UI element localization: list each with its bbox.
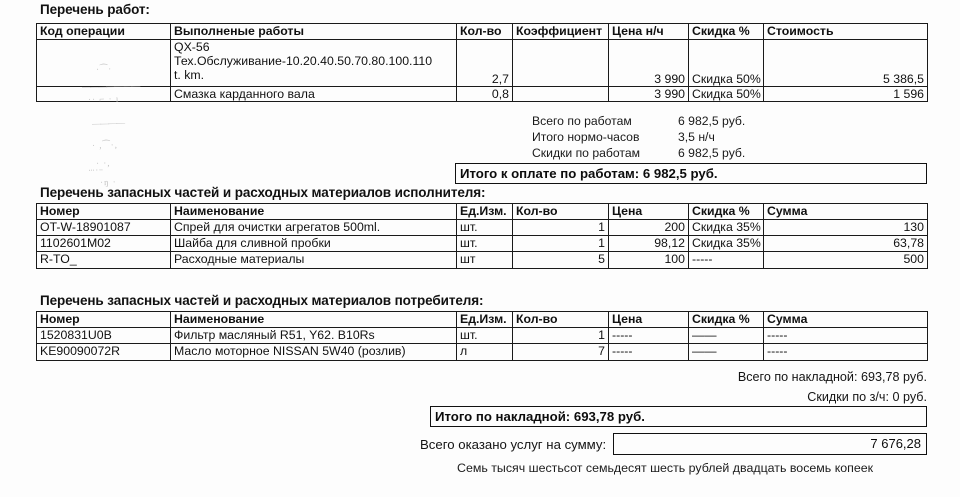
executor-cell-number: 1102601M02 — [37, 236, 171, 252]
works-summary-value: 3,5 н/ч — [678, 130, 715, 144]
consumer-col-unit: Ед.Изм. — [457, 312, 513, 328]
executor-cell-name: Шайба для сливной пробки — [171, 236, 457, 252]
executor-cell-discount: ----- — [689, 252, 764, 269]
consumer-col-name: Наименование — [171, 312, 457, 328]
executor-cell-price: 100 — [609, 252, 689, 269]
consumer-cell-discount: —— — [689, 328, 764, 344]
works-cell-discount: Скидка 50% — [689, 40, 764, 87]
works-cell-coefficient — [513, 87, 609, 102]
works-name-line-1: QX-56 — [174, 40, 210, 54]
table-row — [37, 328, 928, 344]
works-summary-label: Скидки по работам — [532, 146, 640, 160]
executor-cell-name: Расходные материалы — [171, 252, 457, 269]
executor-cell-unit: шт. — [457, 220, 513, 236]
consumer-col-price: Цена — [609, 312, 689, 328]
works-summary-value: 6 982,5 руб. — [678, 146, 746, 160]
consumer-col-qty: Кол-во — [513, 312, 609, 328]
invoice-total-line: Всего по накладной: 693,78 руб. — [737, 370, 927, 384]
consumer-cell-qty: 1 — [513, 328, 609, 344]
executor-cell-qty: 1 — [513, 220, 609, 236]
works-col-price: Цена н/ч — [609, 24, 689, 40]
executor-cell-discount: Скидка 35% — [689, 236, 764, 252]
consumer-cell-number: 1520831U0B — [37, 328, 171, 344]
works-col-name: Выполненые работы — [171, 24, 457, 40]
executor-parts-table — [36, 203, 928, 269]
executor-cell-discount: Скидка 35% — [689, 220, 764, 236]
works-cell-price: 3 990 — [609, 40, 689, 87]
consumer-col-number: Номер — [37, 312, 171, 328]
works-col-qty: Кол-во — [457, 24, 513, 40]
executor-col-discount: Скидка % — [689, 204, 764, 220]
consumer-cell-name: Фильтр масляный R51, Y62. B10Rs — [171, 328, 457, 344]
works-table-header-row — [37, 24, 928, 40]
consumer-col-discount: Скидка % — [689, 312, 764, 328]
consumer-cell-number: KE90090072R — [37, 344, 171, 361]
table-row — [37, 344, 928, 361]
works-name-line-3: t. km. — [174, 68, 205, 82]
works-cell-name: Смазка карданного вала — [171, 87, 457, 102]
consumer-parts-header-row — [37, 312, 928, 328]
executor-cell-number: OT-W-18901087 — [37, 220, 171, 236]
consumer-cell-sum: ----- — [764, 328, 928, 344]
section-title-consumer-parts: Перечень запасных частей и расходных материалов потребителя: — [40, 293, 484, 308]
works-cell-name — [171, 40, 457, 87]
executor-col-number: Номер — [37, 204, 171, 220]
executor-col-unit: Ед.Изм. — [457, 204, 513, 220]
works-cell-coefficient — [513, 40, 609, 87]
works-cell-discount: Скидка 50% — [689, 87, 764, 102]
scan-smudge: ·ŋ · — [99, 176, 117, 188]
works-table — [36, 23, 928, 102]
consumer-parts-table — [36, 311, 928, 361]
executor-col-price: Цена — [609, 204, 689, 220]
table-row — [37, 252, 928, 269]
table-row — [37, 87, 928, 102]
works-summary-value: 6 982,5 руб. — [678, 114, 746, 128]
executor-cell-price: 98,12 — [609, 236, 689, 252]
scan-smudge: · ·, — [95, 157, 111, 169]
works-col-code: Код операции — [37, 24, 171, 40]
table-row — [37, 40, 928, 87]
works-cell-price: 3 990 — [609, 87, 689, 102]
executor-cell-name: Спрей для очистки агрегатов 500ml. — [171, 220, 457, 236]
works-summary-label: Итого нормо-часов — [532, 130, 640, 144]
executor-cell-unit: шт. — [457, 236, 513, 252]
section-title-works: Перечень работ: — [40, 2, 150, 17]
grand-total-value-box: 7 676,28 — [613, 433, 927, 455]
scan-smudge: ———— — [91, 117, 125, 129]
consumer-cell-name: Масло моторное NISSAN 5W40 (розлив) — [171, 344, 457, 361]
works-col-discount: Скидка % — [689, 24, 764, 40]
works-col-cost: Стоимость — [764, 24, 928, 40]
executor-cell-qty: 5 — [513, 252, 609, 269]
executor-parts-header-row — [37, 204, 928, 220]
consumer-cell-unit: шт. — [457, 328, 513, 344]
executor-cell-number: R-TO_ — [37, 252, 171, 269]
executor-cell-sum: 63,78 — [764, 236, 928, 252]
works-summary-label: Всего по работам — [532, 114, 632, 128]
consumer-cell-discount: —— — [689, 344, 764, 361]
executor-col-name: Наименование — [171, 204, 457, 220]
consumer-cell-qty: 7 — [513, 344, 609, 361]
executor-cell-qty: 1 — [513, 236, 609, 252]
executor-cell-unit: шт — [457, 252, 513, 269]
works-cell-qty: 0,8 — [457, 87, 513, 102]
executor-cell-sum: 130 — [764, 220, 928, 236]
amount-in-words: Семь тысяч шестьсот семьдесят шесть рублей двадцать восемь копеек — [457, 461, 874, 475]
table-row — [37, 220, 928, 236]
consumer-cell-price: ----- — [609, 344, 689, 361]
executor-cell-price: 200 — [609, 220, 689, 236]
works-total-box: Итого к оплате по работам: 6 982,5 руб. — [455, 163, 927, 184]
consumer-col-sum: Сумма — [764, 312, 928, 328]
consumer-cell-sum: ----- — [764, 344, 928, 361]
works-col-coefficient: Коэффициент — [513, 24, 609, 40]
works-cell-cost: 1 596 — [764, 87, 928, 102]
scan-smudge: ————— —— — [81, 80, 140, 92]
scan-smudge: ··· · ·· — [87, 164, 103, 176]
parts-discount-line: Скидки по з/ч: 0 руб. — [807, 390, 927, 404]
scan-smudge: ·· ⌐ · ı — [87, 93, 120, 105]
invoice-total-box: Итого по накладной: 693,78 руб. — [430, 406, 927, 427]
scan-smudge: · ,⁀·, — [91, 139, 119, 151]
works-name-line-2: Тех.Обслуживание-10.20.40.50.70.80.100.110 — [174, 54, 433, 68]
consumer-cell-unit: л — [457, 344, 513, 361]
scan-smudge: ·⁀· — [95, 63, 113, 75]
section-title-executor-parts: Перечень запасных частей и расходных материалов исполнителя: — [40, 185, 486, 200]
table-row — [37, 236, 928, 252]
consumer-cell-price: ----- — [609, 328, 689, 344]
executor-cell-sum: 500 — [764, 252, 928, 269]
works-cell-cost: 5 386,5 — [764, 40, 928, 87]
grand-total-label: Всего оказано услуг на сумму: — [420, 437, 607, 452]
executor-col-qty: Кол-во — [513, 204, 609, 220]
executor-col-sum: Сумма — [764, 204, 928, 220]
works-cell-qty: 2,7 — [457, 40, 513, 87]
